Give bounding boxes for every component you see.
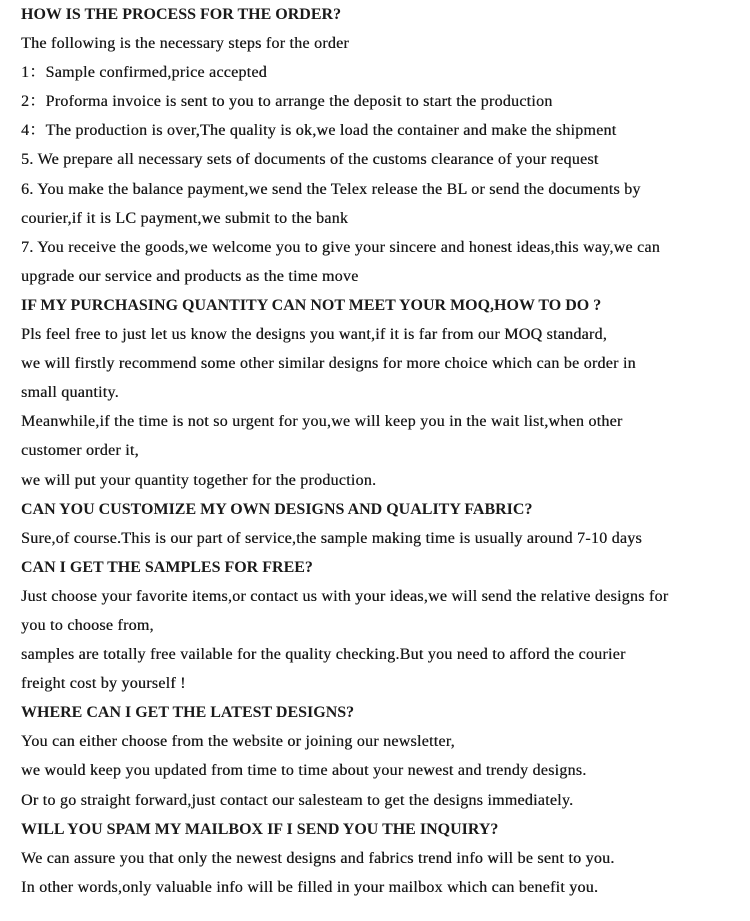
- faq-question-heading: WILL YOU SPAM MY MAILBOX IF I SEND YOU THE INQUIRY?: [21, 820, 499, 838]
- faq-question-heading: HOW IS THE PROCESS FOR THE ORDER?: [21, 6, 342, 23]
- faq-answer-line: Or to go straight forward,just contact our salesteam to get the designs immediately.: [21, 791, 574, 809]
- faq-answer-line: Pls feel free to just let us know the designs you want,if it is far from our MOQ standard,: [21, 326, 607, 344]
- faq-answer-line: we would keep you updated from time to time about your newest and trendy designs.: [21, 762, 587, 780]
- faq-answer-line: We can assure you that only the newest designs and fabrics trend info will be sent to you.: [21, 849, 615, 867]
- faq-answer-line: Sure,of course.This is our part of service,the sample making time is usually around 7-10 days: [21, 529, 642, 547]
- faq-question-heading: IF MY PURCHASING QUANTITY CAN NOT MEET YOUR MOQ,HOW TO DO ?: [21, 296, 602, 314]
- faq-answer-line: 1：Sample confirmed,price accepted: [21, 64, 267, 82]
- faq-answer-line: we will put your quantity together for the production.: [21, 471, 377, 489]
- faq-answer-line: 6. You make the balance payment,we send the Telex release the BL or send the documents by: [21, 180, 641, 198]
- faq-question-heading: CAN I GET THE SAMPLES FOR FREE?: [21, 558, 313, 576]
- faq-answer-line: In other words,only valuable info will be filled in your mailbox which can benefit you.: [21, 878, 599, 896]
- faq-section: [21, 698, 741, 814]
- faq-section: [21, 815, 741, 902]
- faq-answer-line: small quantity.: [21, 384, 119, 402]
- faq-answer-line: Meanwhile,if the time is not so urgent for you,we will keep you in the wait list,when other: [21, 413, 623, 431]
- faq-answer-line: Just choose your favorite items,or contact us with your ideas,we will send the relative designs for: [21, 587, 669, 605]
- faq-answer-line: 4：The production is over,The quality is ok,we load the container and make the shipment: [21, 122, 617, 140]
- faq-document: [21, 0, 741, 902]
- faq-answer-line: 7. You receive the goods,we welcome you to give your sincere and honest ideas,this way,we can: [21, 238, 660, 256]
- faq-section: [21, 553, 741, 698]
- faq-question-heading: WHERE CAN I GET THE LATEST DESIGNS?: [21, 704, 355, 722]
- faq-answer-line: 5. We prepare all necessary sets of documents of the customs clearance of your request: [21, 151, 599, 169]
- faq-answer-line: You can either choose from the website or joining our newsletter,: [21, 733, 455, 751]
- faq-answer-line: freight cost by yourself !: [21, 675, 186, 693]
- faq-answer-line: you to choose from,: [21, 616, 154, 634]
- faq-answer-line: The following is the necessary steps for the order: [21, 35, 349, 53]
- faq-answer-line: 2：Proforma invoice is sent to you to arrange the deposit to start the production: [21, 93, 553, 111]
- faq-section: [21, 0, 741, 291]
- faq-question-heading: CAN YOU CUSTOMIZE MY OWN DESIGNS AND QUALITY FABRIC?: [21, 500, 533, 518]
- faq-section: [21, 495, 741, 553]
- faq-answer-line: courier,if it is LC payment,we submit to the bank: [21, 209, 349, 227]
- faq-answer-line: customer order it,: [21, 442, 139, 460]
- faq-answer-line: samples are totally free vailable for the quality checking.But you need to afford the courier: [21, 646, 626, 664]
- faq-section: [21, 291, 741, 495]
- faq-answer-line: upgrade our service and products as the time move: [21, 267, 359, 285]
- faq-answer-line: we will firstly recommend some other similar designs for more choice which can be order in: [21, 355, 636, 373]
